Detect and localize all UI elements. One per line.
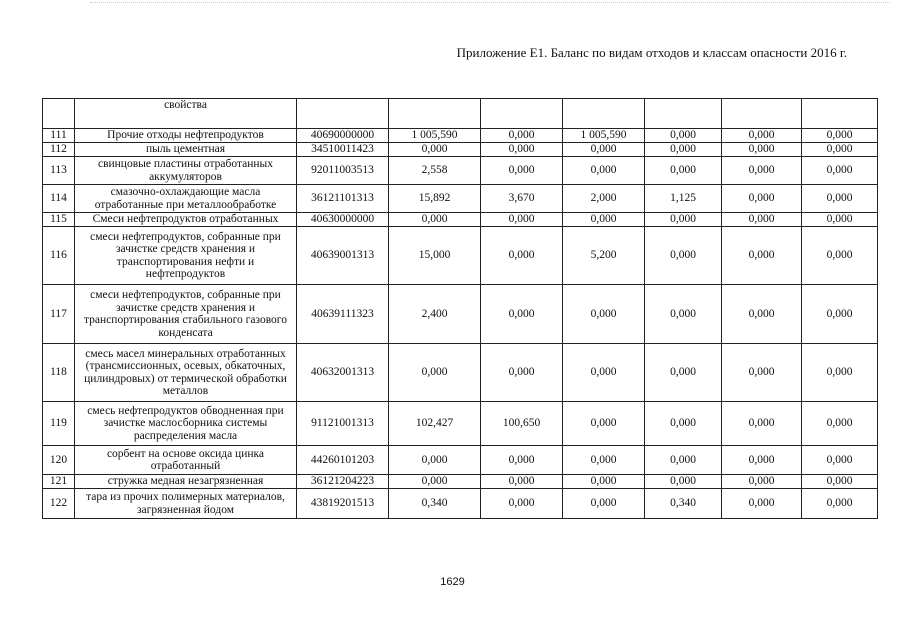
value-cell-4: 0,000 — [645, 344, 722, 402]
table-row — [43, 157, 878, 185]
value-cell-6: 0,000 — [802, 446, 878, 475]
value-cell-3: 0,000 — [563, 157, 645, 185]
waste-name-cell: Прочие отходы нефтепродуктов — [75, 129, 297, 143]
value-cell-5: 0,000 — [722, 446, 802, 475]
value-cell-4: 0,000 — [645, 285, 722, 344]
waste-name-cell: сорбент на основе оксида цинка отработанный — [75, 446, 297, 475]
value-cell-1: 2,558 — [389, 157, 481, 185]
value-cell-3: 0,000 — [563, 143, 645, 157]
row-number-cell: 112 — [43, 143, 75, 157]
waste-name-cell: смазочно-охлаждающие масла отработанные при металлообработке — [75, 185, 297, 213]
table-row — [43, 185, 878, 213]
row-number-cell: 111 — [43, 129, 75, 143]
waste-name-cell: стружка медная незагрязненная — [75, 475, 297, 489]
row-number-cell: 121 — [43, 475, 75, 489]
value-cell-3: 0,000 — [563, 213, 645, 227]
value-cell-5: 0,000 — [722, 475, 802, 489]
fkko-code-cell: 36121204223 — [297, 475, 389, 489]
value-cell-4: 0,000 — [645, 157, 722, 185]
row-number-cell: 116 — [43, 227, 75, 285]
value-cell-4: 0,000 — [645, 213, 722, 227]
fkko-code-cell: 43819201513 — [297, 489, 389, 519]
table-row — [43, 213, 878, 227]
waste-name-cell: смеси нефтепродуктов, собранные при зачистке средств хранения и транспортирования нефти и нефтепродуктов — [75, 227, 297, 285]
value-cell-5: 0,000 — [722, 489, 802, 519]
fkko-code-cell: 36121101313 — [297, 185, 389, 213]
table-row-continuation — [43, 99, 878, 129]
value-cell-4: 0,000 — [645, 129, 722, 143]
value-cell-3: 0,000 — [563, 489, 645, 519]
value-cell-3: 1 005,590 — [563, 129, 645, 143]
value-cell-1: 2,400 — [389, 285, 481, 344]
value-cell-6: 0,000 — [802, 185, 878, 213]
value-cell-2: 0,000 — [481, 475, 563, 489]
row-number-cell: 118 — [43, 344, 75, 402]
value-cell-1: 0,340 — [389, 489, 481, 519]
value-cell-6: 0,000 — [802, 143, 878, 157]
value-cell-6: 0,000 — [802, 489, 878, 519]
value-cell-4: 0,000 — [645, 475, 722, 489]
value-cell-3: 0,000 — [563, 285, 645, 344]
value-cell-2: 0,000 — [481, 157, 563, 185]
row-number-cell: 117 — [43, 285, 75, 344]
value-cell-2: 0,000 — [481, 227, 563, 285]
value-cell-1: 15,000 — [389, 227, 481, 285]
value-cell-5: 0,000 — [722, 185, 802, 213]
value-cell-5: 0,000 — [722, 285, 802, 344]
table-row — [43, 129, 878, 143]
value-cell-2: 0,000 — [481, 213, 563, 227]
table-row — [43, 446, 878, 475]
value-cell-6: 0,000 — [802, 285, 878, 344]
waste-name-cell: смесь нефтепродуктов обводненная при зачистке маслосборника системы распределения масла — [75, 402, 297, 446]
value-cell-2: 0,000 — [481, 489, 563, 519]
value-cell-5: 0,000 — [722, 227, 802, 285]
value-cell-6: 0,000 — [802, 475, 878, 489]
table-row — [43, 475, 878, 489]
value-cell-3: 0,000 — [563, 344, 645, 402]
row-number-cell: 120 — [43, 446, 75, 475]
table-row — [43, 143, 878, 157]
value-cell-6: 0,000 — [802, 402, 878, 446]
value-cell-5: 0,000 — [722, 157, 802, 185]
value-cell-4: 0,340 — [645, 489, 722, 519]
value-cell-6: 0,000 — [802, 213, 878, 227]
value-cell-1: 1 005,590 — [389, 129, 481, 143]
page-title: Приложение Е1. Баланс по видам отходов и классам опасности 2016 г. — [456, 45, 847, 60]
value-cell-1: 102,427 — [389, 402, 481, 446]
scan-artifact-line — [90, 2, 890, 5]
row-number-cell: 122 — [43, 489, 75, 519]
value-cell-2: 0,000 — [481, 344, 563, 402]
value-cell-6: 0,000 — [802, 227, 878, 285]
fkko-code-cell: 40639111323 — [297, 285, 389, 344]
value-cell-5: 0,000 — [722, 143, 802, 157]
waste-name-cell: свинцовые пластины отработанных аккумуляторов — [75, 157, 297, 185]
row-number-cell: 119 — [43, 402, 75, 446]
value-cell-2: 0,000 — [481, 143, 563, 157]
table-row — [43, 227, 878, 285]
value-cell-3: 0,000 — [563, 402, 645, 446]
value-cell-6: 0,000 — [802, 129, 878, 143]
value-cell-6: 0,000 — [802, 344, 878, 402]
waste-name-cell: Смеси нефтепродуктов отработанных — [75, 213, 297, 227]
value-cell-3: 0,000 — [563, 446, 645, 475]
table-row — [43, 489, 878, 519]
table-body — [43, 99, 878, 519]
value-cell-5: 0,000 — [722, 402, 802, 446]
waste-balance-table — [42, 98, 878, 519]
fkko-code-cell: 91121001313 — [297, 402, 389, 446]
value-cell-1: 15,892 — [389, 185, 481, 213]
fkko-code-cell: 44260101203 — [297, 446, 389, 475]
waste-name-cell: смесь масел минеральных отработанных (трансмиссионных, осевых, обкаточных, цилиндровых) от термической обработки металлов — [75, 344, 297, 402]
value-cell-2: 0,000 — [481, 446, 563, 475]
value-cell-1: 0,000 — [389, 143, 481, 157]
fkko-code-cell: 40632001313 — [297, 344, 389, 402]
value-cell-2: 100,650 — [481, 402, 563, 446]
value-cell-1: 0,000 — [389, 475, 481, 489]
value-cell-5: 0,000 — [722, 344, 802, 402]
value-cell-1: 0,000 — [389, 446, 481, 475]
value-cell-4: 0,000 — [645, 143, 722, 157]
value-cell-4: 0,000 — [645, 402, 722, 446]
value-cell-3: 2,000 — [563, 185, 645, 213]
value-cell-4: 1,125 — [645, 185, 722, 213]
fkko-code-cell: 34510011423 — [297, 143, 389, 157]
continuation-cell: свойства — [75, 99, 297, 129]
value-cell-4: 0,000 — [645, 227, 722, 285]
table-row — [43, 402, 878, 446]
waste-name-cell: пыль цементная — [75, 143, 297, 157]
fkko-code-cell: 40639001313 — [297, 227, 389, 285]
value-cell-2: 0,000 — [481, 285, 563, 344]
value-cell-4: 0,000 — [645, 446, 722, 475]
row-number-cell: 113 — [43, 157, 75, 185]
value-cell-3: 0,000 — [563, 475, 645, 489]
waste-name-cell: смеси нефтепродуктов, собранные при зачистке средств хранения и транспортирования стабильного газового конденсата — [75, 285, 297, 344]
value-cell-6: 0,000 — [802, 157, 878, 185]
fkko-code-cell: 40630000000 — [297, 213, 389, 227]
value-cell-2: 0,000 — [481, 129, 563, 143]
value-cell-3: 5,200 — [563, 227, 645, 285]
row-number-cell: 115 — [43, 213, 75, 227]
value-cell-1: 0,000 — [389, 213, 481, 227]
page-number: 1629 — [440, 576, 465, 588]
table-row — [43, 285, 878, 344]
fkko-code-cell: 92011003513 — [297, 157, 389, 185]
table-row — [43, 344, 878, 402]
row-number-cell: 114 — [43, 185, 75, 213]
value-cell-2: 3,670 — [481, 185, 563, 213]
waste-name-cell: тара из прочих полимерных материалов, загрязненная йодом — [75, 489, 297, 519]
value-cell-5: 0,000 — [722, 213, 802, 227]
value-cell-1: 0,000 — [389, 344, 481, 402]
fkko-code-cell: 40690000000 — [297, 129, 389, 143]
value-cell-5: 0,000 — [722, 129, 802, 143]
